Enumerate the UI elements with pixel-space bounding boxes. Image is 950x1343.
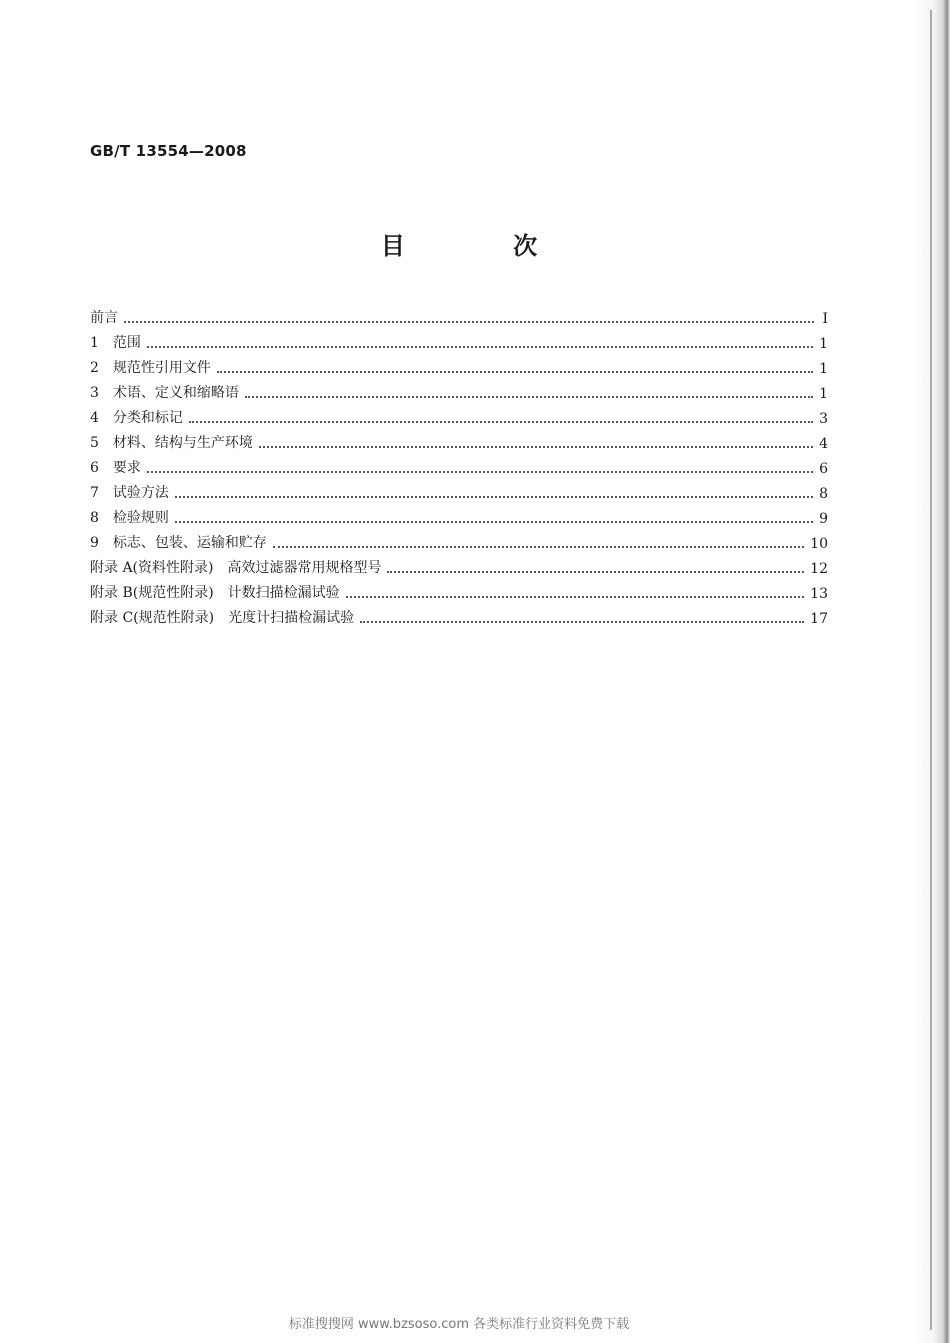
- toc-entry[interactable]: [90, 452, 828, 477]
- toc-entry-label: 4 分类和标记: [90, 410, 183, 426]
- standard-code: GB/T 13554—2008: [90, 142, 247, 160]
- toc-entry-label: 8 检验规则: [90, 510, 169, 526]
- toc-entry-page: 6: [819, 461, 828, 477]
- scan-edge: [914, 0, 950, 1343]
- scan-edge-line: [930, 10, 932, 1330]
- toc-entry[interactable]: [90, 402, 828, 427]
- toc-entry-page: 10: [810, 536, 828, 552]
- toc-leader-dots: [175, 520, 813, 523]
- toc-entry-label: 3 术语、定义和缩略语: [90, 385, 239, 401]
- toc-entry-page: Ⅰ: [822, 311, 828, 327]
- toc-entry-label: 2 规范性引用文件: [90, 360, 211, 376]
- toc-entry-label: 附录 C(规范性附录) 光度计扫描检漏试验: [90, 610, 355, 626]
- toc-entry[interactable]: [90, 427, 828, 452]
- toc-entry-label: 附录 A(资料性附录) 高效过滤器常用规格型号: [90, 560, 382, 576]
- toc-entry[interactable]: [90, 527, 828, 552]
- toc-entry-label: 1 范围: [90, 335, 141, 351]
- toc-entry-page: 3: [819, 411, 828, 427]
- toc-leader-dots: [259, 445, 813, 448]
- toc-leader-dots: [346, 595, 805, 598]
- toc-entry-page: 1: [819, 361, 828, 377]
- toc-entry-page: 1: [819, 336, 828, 352]
- toc-entry[interactable]: [90, 602, 828, 627]
- toc-leader-dots: [217, 370, 813, 373]
- toc-entry-page: 13: [810, 586, 828, 602]
- toc-entry-label: 6 要求: [90, 460, 141, 476]
- toc-entry-label: 5 材料、结构与生产环境: [90, 435, 253, 451]
- toc-title: 目 次: [380, 232, 588, 260]
- toc-entry[interactable]: [90, 502, 828, 527]
- footer-watermark: 标准搜搜网 www.bzsoso.com 各类标准行业资料免费下载: [288, 1317, 630, 1332]
- toc-entry-label: 前言: [90, 310, 118, 326]
- toc-entry-label: 附录 B(规范性附录) 计数扫描检漏试验: [90, 585, 340, 601]
- toc-leader-dots: [245, 395, 813, 398]
- toc-leader-dots: [360, 620, 804, 623]
- toc-entry-label: 7 试验方法: [90, 485, 169, 501]
- toc-entry-page: 8: [819, 486, 828, 502]
- toc-entry[interactable]: [90, 377, 828, 402]
- table-of-contents: [90, 302, 828, 627]
- toc-entry[interactable]: [90, 477, 828, 502]
- toc-leader-dots: [175, 495, 813, 498]
- toc-leader-dots: [147, 470, 813, 473]
- toc-entry-page: 1: [819, 386, 828, 402]
- toc-entry[interactable]: [90, 552, 828, 577]
- toc-leader-dots: [387, 570, 804, 573]
- toc-entry[interactable]: [90, 577, 828, 602]
- toc-entry-page: 4: [819, 436, 828, 452]
- toc-entry-page: 9: [819, 511, 828, 527]
- toc-entry[interactable]: [90, 352, 828, 377]
- toc-leader-dots: [189, 420, 813, 423]
- toc-leader-dots: [273, 545, 804, 548]
- toc-entry-page: 17: [810, 611, 828, 627]
- toc-leader-dots: [147, 345, 813, 348]
- toc-entry[interactable]: [90, 327, 828, 352]
- toc-leader-dots: [124, 320, 814, 323]
- toc-entry-label: 9 标志、包装、运输和贮存: [90, 535, 267, 551]
- toc-entry-page: 12: [810, 561, 828, 577]
- toc-entry[interactable]: [90, 302, 828, 327]
